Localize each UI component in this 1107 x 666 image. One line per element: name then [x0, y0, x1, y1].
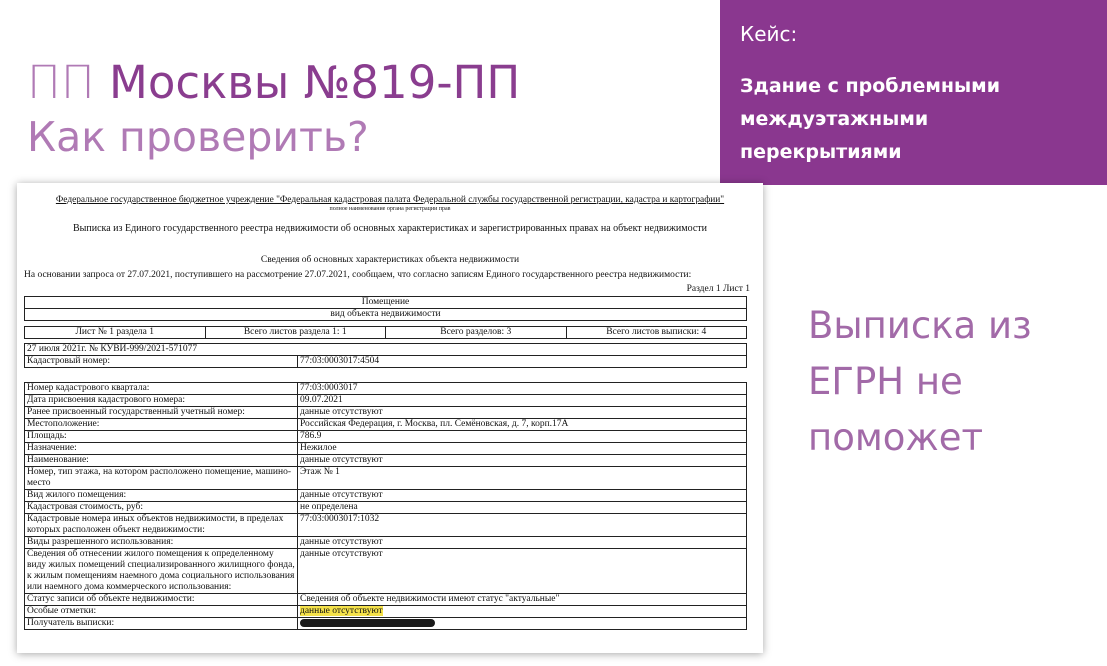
cad-value: 77:03:0003017:4504 [298, 356, 747, 368]
row-label: Виды разрешенного использования: [25, 537, 298, 549]
title-pp: ПП [27, 56, 95, 109]
row-value: Российская Федерация, г. Москва, пл. Семёновская, д. 7, корп.17А [298, 419, 747, 431]
object-type: Помещение [25, 297, 747, 309]
row-label: Наименование: [25, 455, 298, 467]
case-box [720, 0, 1107, 185]
table-row [25, 467, 747, 490]
table-row [25, 490, 747, 502]
case-title [740, 70, 1000, 169]
table-row [25, 606, 747, 618]
slide-title [27, 56, 520, 109]
table-row [25, 455, 747, 467]
row-value [298, 606, 747, 618]
row-value: Этаж № 1 [298, 467, 747, 490]
row-label: Получатель выписки: [25, 618, 298, 630]
table-row [25, 594, 747, 606]
cad-number-table [24, 343, 747, 368]
row-value: данные отсутствуют [298, 455, 747, 467]
row-label: Вид жилого помещения: [25, 490, 298, 502]
object-type-caption: вид объекта недвижимости [25, 309, 747, 321]
doc-section-title: Сведения об основных характеристиках объекта недвижимости [260, 255, 520, 265]
row-value: 77:03:0003017 [298, 383, 747, 395]
case-line: перекрытиями [740, 141, 902, 163]
doc-page: Раздел 1 Лист 1 [686, 284, 750, 294]
row-value: 786.9 [298, 431, 747, 443]
row-label: Сведения об отнесении жилого помещения к определенному виду жилых помещений специализированного жилищного фонда, к жилым помещениям наемного дома социального использования или наемного дома коммерческого использования: [25, 549, 298, 594]
note-line: Выписка из [808, 304, 1032, 347]
doc-org-sub: полное наименование органа регистрации прав [329, 206, 451, 212]
table-row [25, 395, 747, 407]
doc-title: Выписка из Единого государственного реестра недвижимости об основных характеристиках и зарегистрированных правах на объект недвижимости [72, 223, 707, 234]
note-line: ЕГРН не [808, 360, 963, 403]
row-label: Площадь: [25, 431, 298, 443]
row-label: Статус записи об объекте недвижимости: [25, 594, 298, 606]
table-row [25, 514, 747, 537]
case-kicker: Кейс: [740, 22, 798, 46]
object-type-table [24, 296, 747, 321]
row-label: Назначение: [25, 443, 298, 455]
row-value [298, 618, 747, 630]
table-row [25, 443, 747, 455]
table-row [25, 549, 747, 594]
sheet-info-cell: Лист № 1 раздела 1 [25, 327, 206, 339]
case-line: Здание с проблемными [740, 75, 1001, 97]
row-label: Номер, тип этажа, на котором расположено помещение, машино-место [25, 467, 298, 490]
row-value: Сведения об объекте недвижимости имеют статус "актуальные" [298, 594, 747, 606]
characteristics-table [24, 382, 747, 630]
row-label: Кадастровые номера иных объектов недвижимости, в пределах которых расположен объект недвижимости: [25, 514, 298, 537]
slide-subtitle: Как проверить? [27, 113, 369, 161]
row-value: данные отсутствуют [298, 549, 747, 594]
row-label: Кадастровая стоимость, руб: [25, 502, 298, 514]
title-moscow: Москвы №819-ПП [94, 56, 521, 109]
table-row [25, 537, 747, 549]
row-label: Номер кадастрового квартала: [25, 383, 298, 395]
doc-org: Федеральное государственное бюджетное учреждение "Федеральная кадастровая палата Федеральной службы государственной регистрации, кадастра и картографии" [55, 195, 725, 205]
note-line: поможет [808, 416, 984, 459]
row-label: Особые отметки: [25, 606, 298, 618]
row-value: данные отсутствуют [298, 537, 747, 549]
side-note [808, 298, 1032, 466]
case-line: междуэтажными [740, 108, 929, 130]
table-row [25, 419, 747, 431]
row-label: Местоположение: [25, 419, 298, 431]
table-row [25, 502, 747, 514]
table-row [25, 618, 747, 630]
date-number: 27 июля 2021г. № КУВИ-999/2021-571077 [25, 344, 747, 356]
highlighted-value: данные отсутствуют [300, 606, 383, 616]
sheet-info-cell: Всего листов выписки: 4 [566, 327, 747, 339]
egrn-extract-document [17, 183, 763, 653]
row-value: данные отсутствуют [298, 490, 747, 502]
table-row [25, 407, 747, 419]
redaction-mark [300, 619, 435, 627]
row-value: 77:03:0003017:1032 [298, 514, 747, 537]
row-label: Ранее присвоенный государственный учетный номер: [25, 407, 298, 419]
doc-basis: На основании запроса от 27.07.2021, поступившего на рассмотрение 27.07.2021, сообщаем, что согласно записям Единого государственного реестра недвижимости: [24, 270, 692, 280]
sheet-info-cell: Всего листов раздела 1: 1 [205, 327, 386, 339]
row-value: не определена [298, 502, 747, 514]
row-value: 09.07.2021 [298, 395, 747, 407]
row-value: данные отсутствуют [298, 407, 747, 419]
sheet-info-cell: Всего разделов: 3 [386, 327, 567, 339]
row-value: Нежилое [298, 443, 747, 455]
table-row [25, 431, 747, 443]
row-label: Дата присвоения кадастрового номера: [25, 395, 298, 407]
cad-label: Кадастровый номер: [25, 356, 298, 368]
table-row [25, 383, 747, 395]
sheet-info-table [24, 326, 747, 339]
